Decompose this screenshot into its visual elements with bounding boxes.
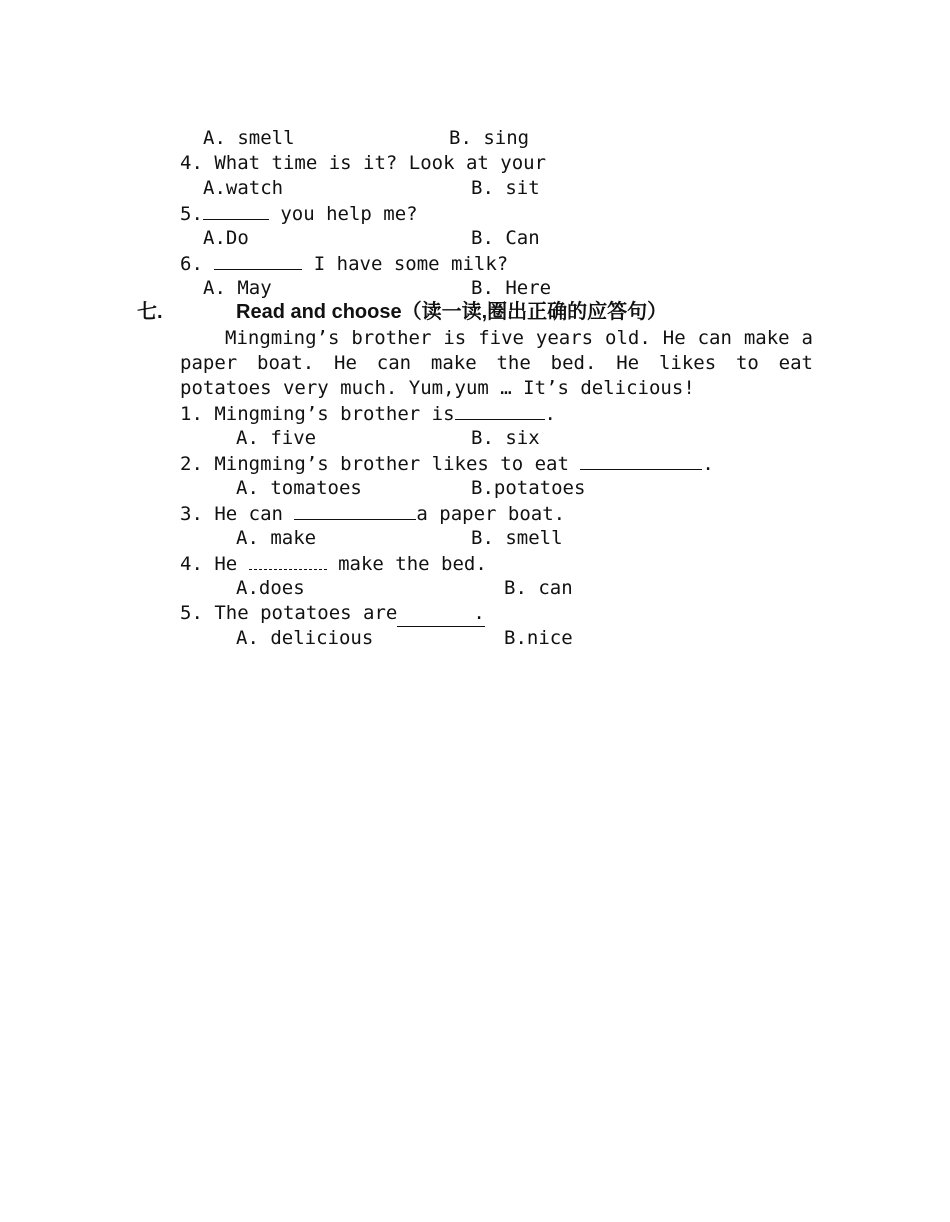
question-2-text: 2. Mingming’s brother likes to eat: [180, 453, 581, 475]
q6-option-b[interactable]: B. Here: [471, 277, 552, 299]
q5-number: 5.: [180, 203, 203, 225]
q3-option-b[interactable]: B. sing: [449, 127, 530, 149]
question-5-text: 5. The potatoes are: [180, 602, 398, 624]
q6-text: I have some milk?: [302, 253, 509, 275]
question-5-blank[interactable]: [397, 601, 473, 619]
passage-line-2: paper boat. He can make the bed. He likes to eat: [180, 352, 813, 374]
question-3: [180, 501, 565, 527]
q3-option-a[interactable]: A. smell: [203, 127, 295, 149]
q6-number: 6.: [180, 253, 215, 275]
question-5-option-a[interactable]: A. delicious: [236, 627, 374, 649]
q5-prompt: [180, 201, 418, 227]
question-5: [180, 601, 485, 627]
question-1-option-b[interactable]: B. six: [471, 427, 540, 449]
question-1-end: .: [544, 403, 556, 425]
q5-option-a[interactable]: A.Do: [203, 227, 249, 249]
question-3-option-a[interactable]: A. make: [236, 527, 317, 549]
q4-prompt: 4. What time is it? Look at your: [180, 152, 547, 174]
question-5-option-b[interactable]: B.nice: [504, 627, 573, 649]
question-4-end: make the bed.: [326, 553, 487, 575]
q4-option-b[interactable]: B. sit: [471, 177, 540, 199]
q6-blank[interactable]: [214, 251, 302, 270]
q6-prompt: [180, 251, 508, 277]
question-4-text: 4. He: [180, 553, 249, 575]
section-number: 七.: [137, 301, 163, 323]
q4-option-a[interactable]: A.watch: [203, 177, 284, 199]
question-2-option-b[interactable]: B.potatoes: [471, 477, 586, 499]
question-2-option-a[interactable]: A. tomatoes: [236, 477, 362, 499]
question-2-end: .: [702, 453, 714, 475]
section-title: Read and choose（读一读,圈出正确的应答句）: [236, 301, 668, 323]
question-1-option-a[interactable]: A. five: [236, 427, 317, 449]
question-3-option-b[interactable]: B. smell: [471, 527, 563, 549]
question-1-text: 1. Mingming’s brother is: [180, 403, 455, 425]
question-1: [180, 401, 556, 427]
question-2-blank[interactable]: [580, 451, 702, 470]
q6-option-a[interactable]: A. May: [203, 277, 272, 299]
question-5-end: .: [473, 602, 485, 624]
question-3-text: 3. He can: [180, 503, 295, 525]
question-3-end: a paper boat.: [416, 503, 566, 525]
question-1-blank[interactable]: [455, 401, 545, 420]
question-4-blank[interactable]: [249, 551, 327, 570]
q5-blank[interactable]: [203, 201, 269, 220]
passage-line-1: Mingming’s brother is five years old. He can make a: [225, 327, 813, 349]
question-4-option-b[interactable]: B. can: [504, 577, 573, 599]
q5-text: you help me?: [268, 203, 418, 225]
question-4: [180, 551, 487, 577]
q5-option-b[interactable]: B. Can: [471, 227, 540, 249]
passage-line-3: potatoes very much. Yum,yum … It’s delicious!: [180, 377, 695, 399]
question-2: [180, 451, 714, 477]
question-4-option-a[interactable]: A.does: [236, 577, 305, 599]
question-3-blank[interactable]: [294, 501, 416, 520]
